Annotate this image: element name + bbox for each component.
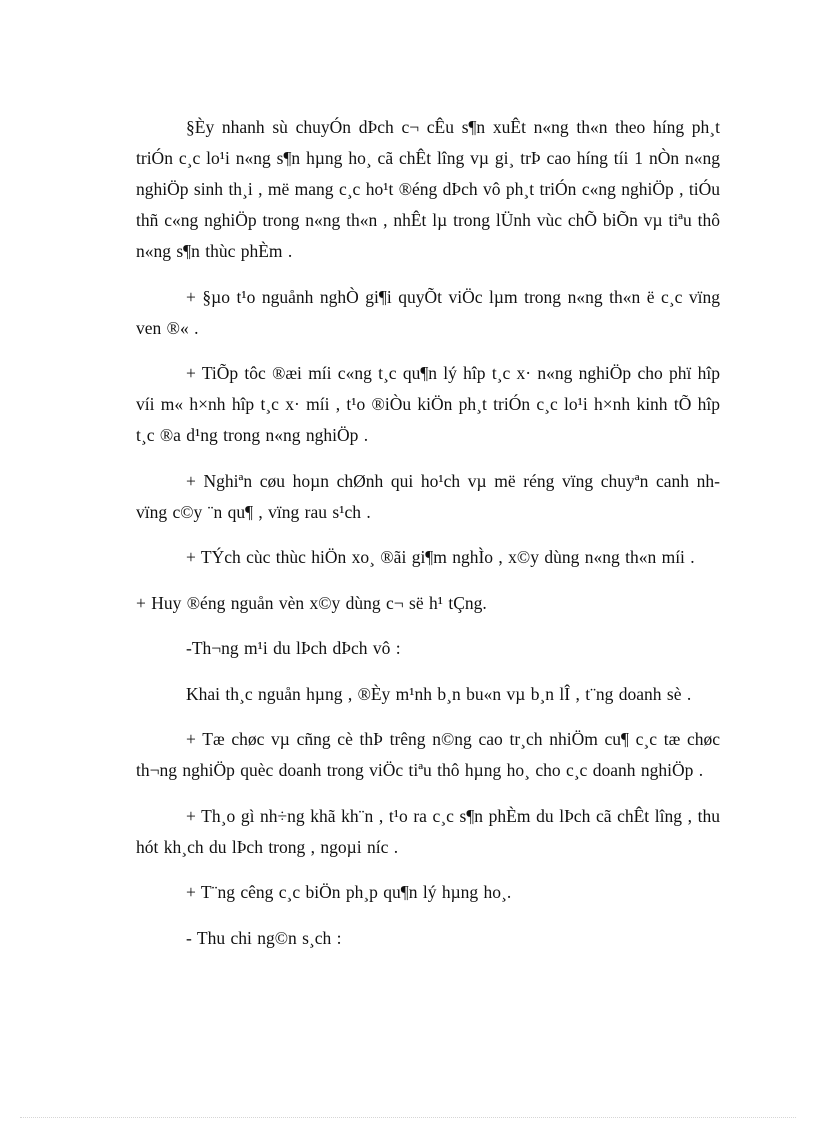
paragraph-vocational-training: + §µo t¹o nguånh nghÒ gi¶i quyÕt viÖc lµm trong n«ng th«n ë c¸c vïng ven ®« . bbox=[136, 286, 720, 338]
heading-budget: - Thu chi ng©n s¸ch : bbox=[186, 927, 342, 948]
page-bottom-divider bbox=[20, 1117, 796, 1118]
paragraph-goods-sourcing: Khai th¸c nguån hµng , ®Èy m¹nh b¸n bu«n vµ b¸n lÎ , t¨ng doanh sè . bbox=[186, 683, 692, 704]
paragraph-tourism-products: + Th¸o gì nh÷ng khã kh¨n , t¹o ra c¸c s¶n phÈm du lÞch cã chÊt lîng , thu hót kh¸ch du lÞch trong , ngoµi níc . bbox=[136, 805, 720, 857]
document-body bbox=[136, 112, 720, 968]
paragraph-market-organization: + Tæ chøc vµ cñng cè thÞ trêng n©ng cao tr¸ch nhiÖm cu¶ c¸c tæ chøc th¬ng nghiÖp quèc doanh trong viÖc tiªu thô hµng ho¸ cho c¸c doanh nghiÖp . bbox=[136, 729, 720, 780]
heading-trade-tourism-services: -Th¬ng m¹i du lÞch dÞch vô : bbox=[186, 638, 401, 658]
paragraph-restructuring: §Èy nhanh sù chuyÓn dÞch c¬ cÊu s¶n xuÊt n«ng th«n theo híng ph¸t triÓn c¸c lo¹i n«ng s¶n hµng ho¸ cã chÊt lîng vµ gi¸ trÞ cao híng tíi 1 nÒn n«ng nghiÖp sinh th¸i , më mang c¸c ho¹t ®éng dÞch vô ph¸t triÓn c«ng nghiÖp , tiÓu thñ c«ng nghiÖp trong n«ng th«n , nhÊt lµ trong lÜnh vùc chÕ biÕn vµ tiªu thô n«ng s¶n thùc phÈm . bbox=[136, 117, 720, 261]
paragraph-cooperative-reform: + TiÕp tôc ®æi míi c«ng t¸c qu¶n lý hîp t¸c x· n«ng nghiÖp cho phï hîp víi m« h×nh hîp t¸c x· míi , t¹o ®iÒu kiÖn ph¸t triÓn c¸c lo¹i h×nh kinh tÕ hîp t¸c ®a d¹ng trong n«ng nghiÖp . bbox=[136, 363, 720, 445]
paragraph-infrastructure-capital: + Huy ®éng nguån vèn x©y dùng c¬ së h¹ tÇng. bbox=[136, 592, 487, 613]
paragraph-goods-management: + T¨ng cêng c¸c biÖn ph¸p qu¶n lý hµng ho¸. bbox=[186, 882, 512, 902]
paragraph-poverty-reduction: + TÝch cùc thùc hiÖn xo¸ ®ãi gi¶m nghÌo , x©y dùng n«ng th«n míi . bbox=[186, 547, 695, 567]
paragraph-specialized-zones: + Nghiªn cøu hoµn chØnh qui ho¹ch vµ më réng vïng chuyªn canh nh vïng c©y ¨n qu¶ , vïng rau s¹ch . bbox=[136, 470, 720, 522]
